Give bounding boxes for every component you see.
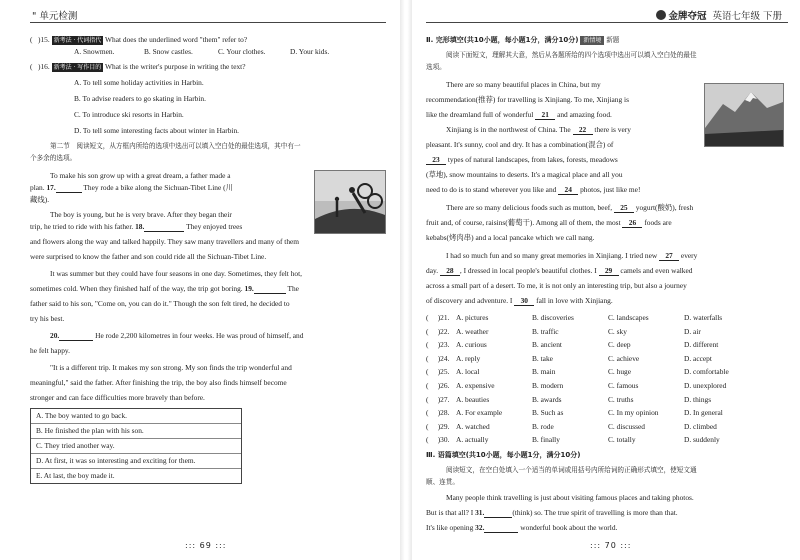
answer-row [426, 311, 784, 325]
question-number[interactable]: ( )21. [426, 313, 450, 322]
answer-row [426, 352, 784, 366]
left-header [32, 8, 77, 22]
answer-row [426, 325, 784, 339]
option-c: C. sky [608, 326, 627, 336]
right-content: Ⅱ. 完形填空(共10小题，每小题1分，满分10分) 新情境 新题 阅读下面短文，理解其大意，然后从各题所给的四个选项中选出可以填入空白处的最佳 选项。 There are so many beautiful places in China, but my recommendation(推荐) for travelling is Xinjiang. To me, Xinjiang is like the dreamland full of wonderful 21 and amazing food. Xinjiang is in the northwest of China. The 22 there is very pleasant. It's sunny, cool and dry. It has a combination(混合) of 23 types of natural landscapes, from lakes, forests, meadows (草地), snow mountains to deserts. It's a magical place and all you need to do is to stand wherever you like and 24 photos, just like me! There are so many delicious foods such as mutton, beef, 25 yogurt(酸奶), fresh fruit and, of course, raisins(葡萄干). Among all of them, the most 26 foods are kebabs(烤肉串) and a local pancake which we call nang. I had so much fun and so many great memories in Xinjiang. I tried new 27 every day. 28 , I dressed in local people's beautiful clothes. I 29 camels and even walked across a small part of a desert. To me, it is not only an interesting trip, but also a journey of discovery and adventure. I 30 fall in love with Xinjiang. ( )21. A. pictures B. discoveries C. landscapes D. waterfalls ( )22. A. weather B. traffic C. sky D. air ( )23. A. curious B. ancient C. deep D. different ( )24. A. reply B. take C. achieve D. accept ( )25. A. local B. main C. huge D. comfortable ( )26. A. expensive B. modern C. famous D. unexplored ( )27. A. beauties B. awards C. truths D. things ( )28. A. For example B. Such as C. In my opinion D. In general ( )29. A. watched B. rode C. discussed D. climbed ( )30. A. actually B. finally C. totally D. suddenly Ⅲ. 语篇填空(共10小题，每小题1分，满分10分) 阅读短文，在空白处填入一个适当的单词或用括号内所给词的正确形式填空，使短文通 顺、连贯。 Many people think travelling is just about visiting famous places and taking photos. But is that all? I 31. (think) so. The true spirit of travelling is more than that. It's like opening 32. wonderful book about the world. [426, 34, 784, 534]
header-section: 单元检测 [39, 11, 78, 22]
right-page [412, 0, 800, 560]
option-c: C. In my opinion [608, 408, 659, 418]
box-option-c: C. They tried another way. [31, 439, 241, 454]
mountain-illustration [705, 84, 783, 146]
option-d: D. waterfalls [684, 313, 723, 322]
q16-option-b: B. To advise readers to go skating in Harbin. [74, 94, 206, 103]
option-d: D. accept [684, 353, 712, 363]
answer-options [426, 311, 784, 447]
option-a: A. actually [456, 435, 489, 445]
section2-heading: Ⅱ. 完形填空(共10小题，每小题1分，满分10分) [426, 36, 579, 44]
option-b: B. Such as [532, 408, 564, 418]
header-mark: " [32, 11, 37, 22]
option-a: A. reply [456, 353, 481, 363]
book-gutter [400, 0, 412, 560]
blank-29[interactable]: 29 [599, 266, 619, 276]
brand: 金牌夺冠 [656, 8, 706, 22]
option-d: D. In general [684, 408, 723, 418]
left-page-number: ::: 69 ::: [185, 541, 227, 550]
option-d: D. air [684, 326, 701, 336]
xinjiang-passage: There are so many beautiful places in China, but my recommendation(推荐) for travelling is Xinjiang. To me, Xinjiang is like the dreamland full of wonderful 21 and amazing food. Xinjiang is in the northwest of China. The 22 there is very pleasant. It's sunny, cool and dry. It has a combination(混合) of 23 types of natural landscapes, from lakes, forests, meadows (草地), snow mountains to deserts. It's a magical place and all you need to do is to stand wherever you like and 24 photos, just like me! There are so many delicious foods such as mutton, beef, 25 yogurt(酸奶), fresh fruit and, of course, raisins(葡萄干). Among all of them, the most 26 foods are kebabs(烤肉串) and a local pancake which we call nang. I had so much fun and so many great memories in Xinjiang. I tried new 27 every day. 28 , I dressed in local people's beautiful clothes. I 29 camels and even walked across a small part of a desert. To me, it is not only an interesting trip, but also a journey of discovery and adventure. I 30 fall in love with Xinjiang. [426, 79, 784, 307]
question-number[interactable]: ( )30. [426, 435, 450, 445]
option-d: D. climbed [684, 421, 717, 431]
box-option-e: E. At last, the boy made it. [36, 471, 115, 480]
tag-pronoun: 新考法 · 代词指代 [53, 37, 102, 44]
option-c: C. famous [608, 380, 639, 390]
question-number[interactable]: ( )29. [426, 421, 450, 431]
left-content [30, 34, 386, 484]
question-number[interactable]: ( )26. [426, 380, 450, 390]
option-b: B. modern [532, 380, 564, 390]
option-d: D. unexplored [684, 380, 727, 390]
options-box [30, 408, 242, 484]
option-d: D. things [684, 394, 712, 404]
option-c: C. totally [608, 435, 636, 445]
section2-title: 第二节 阅读短文，从方框内所给的选项中选出可以填入空白处的最佳选项，其中有一 [50, 142, 301, 150]
option-a: A. expensive [456, 380, 495, 390]
blank-25[interactable]: 25 [614, 203, 634, 213]
option-a: A. curious [456, 340, 487, 350]
answer-row [426, 406, 784, 420]
option-a: A. watched [456, 421, 490, 431]
mountain-photo [704, 83, 784, 147]
option-c: C. truths [608, 394, 634, 404]
box-option-a: A. The boy wanted to go back. [31, 409, 241, 424]
header-rule-right [426, 22, 788, 23]
option-b: B. discoveries [532, 313, 574, 322]
q15-stem: ( )15. 新考法 · 代词指代 What does the underlined word "them" refer to? [30, 35, 248, 44]
q16-option-c: C. To introduce ski resorts in Harbin. [74, 110, 184, 119]
option-a: A. local [456, 367, 480, 377]
right-header [656, 8, 782, 22]
question-number[interactable]: ( )22. [426, 326, 450, 336]
answer-row [426, 420, 784, 434]
option-d: D. different [684, 340, 719, 350]
option-c: C. huge [608, 367, 631, 377]
answer-row [426, 393, 784, 407]
blank-28[interactable]: 28 [440, 266, 460, 276]
question-number[interactable]: ( )24. [426, 353, 450, 363]
blank-20[interactable] [59, 331, 93, 341]
option-b: B. main [532, 367, 556, 377]
option-b: B. awards [532, 394, 562, 404]
blank-27[interactable]: 27 [659, 251, 679, 261]
option-c: C. achieve [608, 353, 640, 363]
option-c: C. landscapes [608, 313, 649, 322]
answer-row [426, 379, 784, 393]
question-number[interactable]: ( )28. [426, 408, 450, 418]
blank-26[interactable]: 26 [622, 218, 642, 228]
answer-row [426, 433, 784, 447]
answer-row [426, 338, 784, 352]
section3-heading: Ⅲ. 语篇填空(共10小题，每小题1分，满分10分) [426, 450, 581, 459]
option-d: D. comfortable [684, 367, 729, 377]
blank-32[interactable] [484, 523, 518, 533]
question-number[interactable]: ( )27. [426, 394, 450, 404]
option-c: C. discussed [608, 421, 645, 431]
q16-option-d: D. To tell some interesting facts about winter in Harbin. [74, 126, 239, 135]
passage-2: To make his son grow up with a great dream, a father made a plan. 17. They rode a bike along the Sichuan-Tibet Line (川 藏线). The boy is young, but he is very brave. After they began their trip, he tried to ride with his father. 18. They enjoyed trees and flowers along the way and talked happily. They saw many travellers and many of them were surprised to know the father and son could ride all the Sichuan-Tibet Line. It was summer but they could have four seasons in one day. Sometimes, they felt hot, sometimes cold. When they finished half of the way, the trip got boring. 19. The father said to his son, "Come on, you can do it." Though the son felt tired, he decided to try his best. 20. He rode 2,200 kilometres in four weeks. He was proud of himself, and he felt happy. "It is a different trip. It makes my son strong. My son finds the trip wonderful and meaningful," said the father. After finishing the trip, the boy also finds himself become stronger and can face difficulties more bravely than before. [30, 170, 386, 404]
box-option-b: B. He finished the plan with his son. [31, 424, 241, 439]
question-number[interactable]: ( )23. [426, 340, 450, 350]
option-d: D. suddenly [684, 435, 720, 445]
q15-options: A. Snowmen. B. Snow castles. C. Your clothes. D. Your kids. [74, 47, 330, 56]
tag-new-context: 新情境 [580, 36, 604, 45]
blank-24[interactable]: 24 [558, 185, 578, 195]
blank-23[interactable]: 23 [426, 155, 446, 165]
right-page-number: ::: 70 ::: [590, 541, 632, 550]
blank-21[interactable]: 21 [535, 110, 555, 120]
question-number[interactable]: ( )25. [426, 367, 450, 377]
option-b: B. rode [532, 421, 554, 431]
option-b: B. traffic [532, 326, 559, 336]
answer-row [426, 365, 784, 379]
header-subject: 英语七年级 下册 [712, 11, 782, 22]
option-a: A. For example [456, 408, 503, 418]
q16-stem: ( )16. 新考法 · 写作目的 What is the writer's purpose in writing the text? [30, 62, 246, 71]
section2-title-2: 个多余的选项。 [30, 154, 77, 162]
blank-31[interactable] [484, 508, 512, 518]
option-b: B. take [532, 353, 553, 363]
header-rule [30, 22, 386, 23]
option-a: A. weather [456, 326, 489, 336]
option-a: A. beauties [456, 394, 490, 404]
cyclist-illustration [315, 171, 385, 233]
option-a: A. pictures [456, 313, 489, 322]
option-c: C. deep [608, 340, 631, 350]
blank-19[interactable] [254, 284, 286, 294]
blank-17[interactable] [56, 183, 82, 193]
option-b: B. finally [532, 435, 560, 445]
cyclist-photo [314, 170, 386, 234]
trophy-icon [656, 10, 666, 20]
option-b: B. ancient [532, 340, 562, 350]
blank-18[interactable] [144, 222, 184, 232]
blank-22[interactable]: 22 [573, 125, 593, 135]
tag-purpose: 新考法 · 写作目的 [53, 64, 102, 71]
q16-option-a: A. To tell some holiday activities in Harbin. [74, 78, 204, 87]
box-option-d: D. At first, it was so interesting and exciting for them. [31, 454, 241, 469]
blank-30[interactable]: 30 [514, 296, 534, 306]
